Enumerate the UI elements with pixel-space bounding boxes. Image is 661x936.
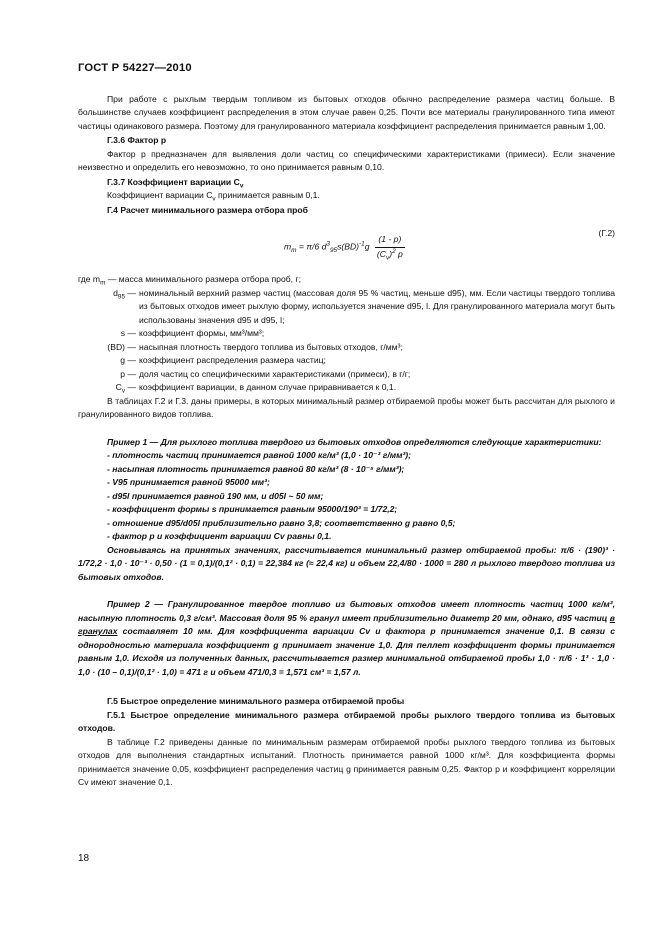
example-1-item: - плотность частиц принимается равной 1000 кг/м³ (1,0 · 10⁻³ г/мм³); [107, 450, 412, 460]
example-1-item: - d95l принимается равной 190 мм, и d05l ~ 50 мм; [107, 490, 324, 501]
example-1-conclusion: Основываясь на принятых значениях, рассчитывается минимальный размер отбираемой пробы: π/6 · (190)³ · 1/72,2 · 1,0 · 10⁻³ · 0,50 · (1 = 0,1)/(0,1² · 0,1) = 22,384 кг (≈ 22,4 кг) и объем 22,4/80 · 1000 = 280 л рыхлого твердого топлива из бытовых отходов. [78, 544, 615, 582]
document-page [78, 62, 615, 790]
section-g5-title: Г.5 Быстрое определение минимального размера отбираемой пробы [107, 696, 405, 706]
definition-row: p — доля частиц со специфическими характеристиками (примеси), в г/г; [120, 368, 411, 379]
formula-number: (Г.2) [598, 228, 615, 238]
example-1 [78, 436, 615, 585]
example-1-item: - насыпная плотность принимается равной 80 кг/м³ (8 · 10⁻⁵ г/мм³); [107, 463, 405, 474]
section-g36-title: Г.3.6 Фактор p [107, 135, 167, 145]
definition-row: g — коэффициент распределения размера частиц; [120, 355, 326, 365]
example-1-item: - коэффициент формы s принимается равным 95000/190³ = 1/72,2; [107, 504, 398, 514]
example-1-item: - фактор p и коэффициент вариации Cv равны 0,1. [107, 531, 332, 541]
definitions-list [78, 273, 615, 395]
definition-row: (BD) — насыпная плотность твердого топлива из бытовых отходов, г/мм³; [107, 341, 403, 352]
intro-paragraph: При работе с рыхлым твердым топливом из бытовых отходов обычно распределение размера частиц больше. В большинстве случаев коэффициент распределения в этом случае равен 0,25. Почти все материалы гранулированного типа имеют частицы одинакового размера. Поэтому для гранулированного материала коэффициент распределения принимается равным 1,00. [78, 93, 615, 131]
example-1-intro: Пример 1 — Для рыхлого топлива твердого из бытовых отходов определяются следующие характеристики: [107, 436, 602, 447]
definition-row: $C_v$ — коэффициент вариации, в данном случае приравнивается к 0,1. [115, 382, 397, 395]
document-header: ГОСТ Р 54227—2010 [78, 62, 192, 74]
tables-note: В таблицах Г.2 и Г.3. даны примеры, в которых минимальный размер отбираемой пробы может быть рассчитан для рыхлого и гранулированного видов топлива. [78, 395, 615, 419]
definition-row: s — коэффициент формы, мм³/мм³; [120, 328, 265, 338]
section-g36-text: Фактор p предназначен для выявления доли частиц со специфическими характеристиками (примеси). Если значение неизвестно и определить его невозможно, то оно принимается равным 0,10. [78, 148, 615, 172]
section-g37-title: Г.3.7 Коэффициент вариации $C_v$ [107, 176, 244, 190]
definition-intro: где $m_m$ — масса минимального размера отбора проб, г; [78, 274, 301, 287]
formula-fraction: $\frac{(1 - p)}{(C_v)^2 p}$ [376, 234, 403, 262]
example-1-item: - V95 принимается равной 95000 мм³; [107, 477, 270, 487]
example-2 [78, 598, 615, 679]
section-g51-title: Г.5.1 Быстрое определение минимального размера отбираемой пробы рыхлого твердого топлива из бытовых отходов. [78, 709, 615, 733]
section-g4-title: Г.4 Расчет минимального размера отбора проб [107, 204, 308, 215]
section-g37-text: Коэффициент вариации $C_v$ принимается равным 0,1. [107, 190, 320, 203]
section-g51-text: В таблице Г.2 приведены данные по минимальным размерам отбираемой пробы рыхлого твердого топлива из бытовых отходов для выполнения стандартных испытаний. Плотность принимается равной 1000 кг/м³. Для коэффициента формы принимается значение 0,05, коэффициент распределения частиц g принимается равным 0,25. Фактор p и коэффициент корреляции Cv имеют значение 0,1. [78, 736, 615, 787]
formula-g2 [78, 223, 615, 271]
example-2-text: Пример 2 — Гранулированное твердое топливо из бытовых отходов имеет плотность частиц 1000 кг/м³, насыпную плотность 0,3 г/см³. Массовая доля 95 % гранул имеет приблизительно диаметр 20 мм, однако, d95 частиц в гранулах составляет 10 мм. Для коэффициента вариации Cv и фактора p принимается значение 0,1. В связи с однородностью материала коэффициент g принимает значение 1,0. Для пеллет коэффициент формы принимается равным 1,0. Исходя из полученных данных, рассчитывается размер минимальной отбираемой пробы 1,0 · π/6 · 1³ · 1,0 · 1,0 · (10 – 0,1)/(0,1² · 1,0) = 471 г и объем 471/0,3 = 1,571 см³ = 1,57 л. [78, 599, 615, 677]
definition-row: $d_{95}$ — номинальный верхний размер частиц (массовая доля 95 % частиц, меньше d95), мм. Если частицы твердого топлива из бытовых отходов имеет рыхлую форму, используется значение d95, l. Для гранулированного материала могут быть использованы значения d95 и d95, l; [113, 287, 615, 325]
example-1-item: - отношение d95/d05l приблизительно равно 3,8; соответственно g равно 0,5; [107, 517, 456, 528]
formula-body: $m_m = \pi/6$ $d^3_{95}s(BD)^{-1}g$ $\frac{(1 - p)}{(C_v)^2 p}$ [284, 234, 403, 262]
page-number: 18 [78, 853, 90, 864]
